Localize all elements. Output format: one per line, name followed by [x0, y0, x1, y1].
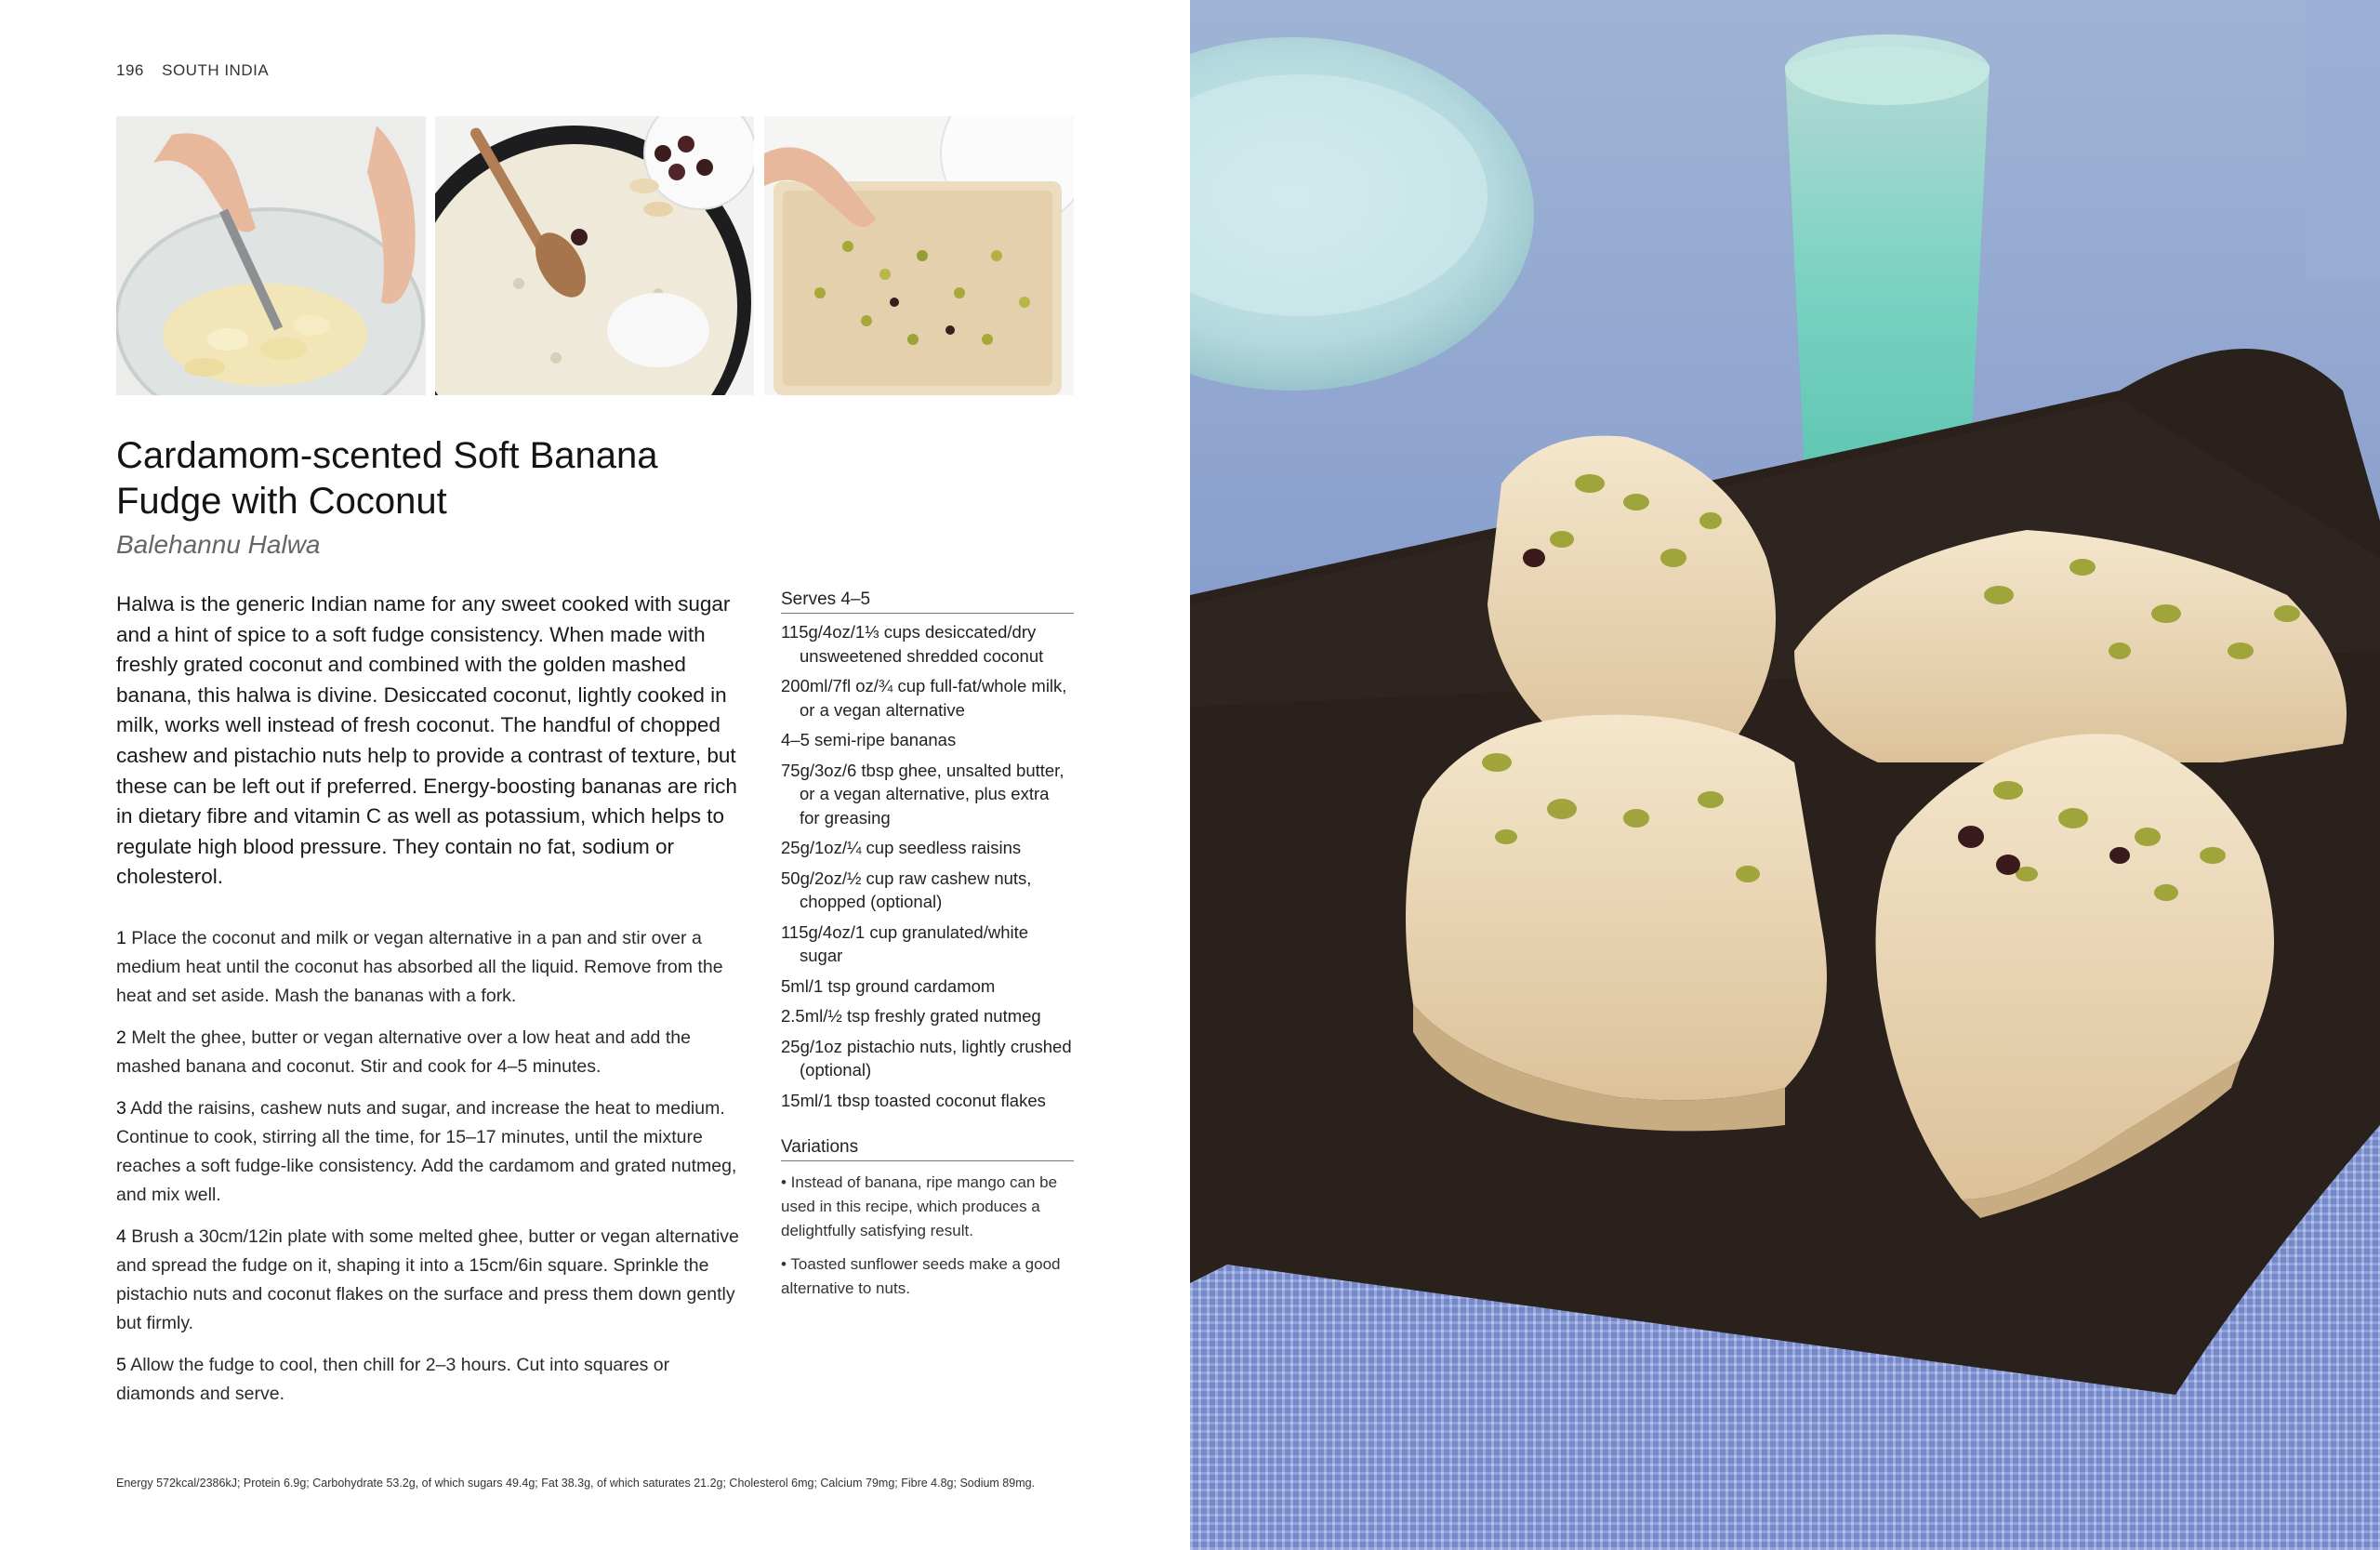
- ingredient-item: 25g/1oz pistachio nuts, lightly crushed (optional): [781, 1036, 1072, 1080]
- ingredient-item: 200ml/7fl oz/¾ cup full-fat/whole milk, or a vegan alternative: [781, 676, 1067, 720]
- method-steps: [116, 924, 739, 1422]
- ingredient-item: 75g/3oz/6 tbsp ghee, unsalted butter, or a vegan alternative, plus extra for greasing: [781, 760, 1064, 828]
- ingredient-item: 4–5 semi-ripe bananas: [781, 730, 957, 749]
- nutrition-info: Energy 572kcal/2386kJ; Protein 6.9g; Carbohydrate 53.2g, of which sugars 49.4g; Fat 38.3g, of which saturates 21.2g; Cholesterol 6mg; Calcium 79mg; Fibre 4.8g; Sodium 89mg.: [116, 1477, 1036, 1490]
- recipe-intro: Halwa is the generic Indian name for any sweet cooked with sugar and a hint of spice to a soft fudge consistency. When made with freshly grated coconut and combined with the golden mashed banana, this halwa is divine. Desiccated coconut, lightly cooked in milk, works well instead of fresh coconut. The handful of chopped cashew and pistachio nuts help to provide a contrast of texture, but these can be left out if preferred. Energy-boosting bananas are rich in dietary fibre and vitamin C as well as potassium, which helps to regulate high blood pressure. They contain no fat, sodium or cholesterol.: [116, 592, 737, 889]
- ingredient-item: 15ml/1 tbsp toasted coconut flakes: [781, 1090, 1046, 1110]
- recipe-title: Cardamom-scented Soft Banana Fudge with Coconut: [116, 435, 658, 522]
- method-step: 4 Brush a 30cm/12in plate with some melted ghee, butter or vegan alternative and spread the fudge on it, shaping it into a 15cm/6in square. Sprinkle the pistachio nuts and coconut flakes on the surface and press them down gently but firmly.: [116, 1226, 739, 1333]
- step-photo-cooking-coconut: [435, 116, 754, 395]
- ingredient-item: 115g/4oz/1 cup granulated/white sugar: [781, 921, 1029, 965]
- ingredient-item: 115g/4oz/1⅓ cups desiccated/dry unsweetened shredded coconut: [781, 622, 1044, 666]
- page-number: 196: [116, 61, 144, 79]
- ingredients-panel: [781, 590, 1074, 1112]
- recipe-subtitle: Balehannu Halwa: [116, 530, 321, 559]
- method-step: 2 Melt the ghee, butter or vegan alternative over a low heat and add the mashed banana and coconut. Stir and cook for 4–5 minutes.: [116, 1027, 691, 1077]
- variation-item: • Toasted sunflower seeds make a good alternative to nuts.: [781, 1255, 1061, 1297]
- step-photo-sprinkling-nuts: [764, 116, 1074, 395]
- page-folio: [116, 61, 282, 80]
- method-step: 1 Place the coconut and milk or vegan alternative in a pan and stir over a medium heat until the coconut has absorbed all the liquid. Remove from the heat and set aside. Mash the bananas with a fork.: [116, 928, 723, 1006]
- ingredient-item: 5ml/1 tsp ground cardamom: [781, 975, 996, 996]
- serves-heading: Serves 4–5: [781, 590, 1074, 614]
- variation-item: • Instead of banana, ripe mango can be used in this recipe, which produces a delightfully satisfying result.: [781, 1173, 1058, 1239]
- step-photo-mashing-bananas: [116, 116, 426, 395]
- section-name: SOUTH INDIA: [162, 61, 270, 79]
- variations-panel: [781, 1137, 1074, 1301]
- ingredient-item: 25g/1oz/¼ cup seedless raisins: [781, 838, 1022, 857]
- ingredient-item: 2.5ml/½ tsp freshly grated nutmeg: [781, 1006, 1041, 1026]
- method-step: 5 Allow the fudge to cool, then chill for 2–3 hours. Cut into squares or diamonds and serve.: [116, 1355, 670, 1404]
- ingredient-item: 50g/2oz/½ cup raw cashew nuts, chopped (optional): [781, 868, 1032, 911]
- method-step: 3 Add the raisins, cashew nuts and sugar, and increase the heat to medium. Continue to cook, stirring all the time, for 15–17 minutes, until the mixture reaches a soft fudge-like consistency. Add the cardamom and grated nutmeg, and mix well.: [116, 1098, 737, 1205]
- hero-photo-banana-fudge: [1190, 0, 2380, 1550]
- fudge-scene-illustration: [1190, 0, 2380, 1550]
- variations-heading: Variations: [781, 1137, 1074, 1161]
